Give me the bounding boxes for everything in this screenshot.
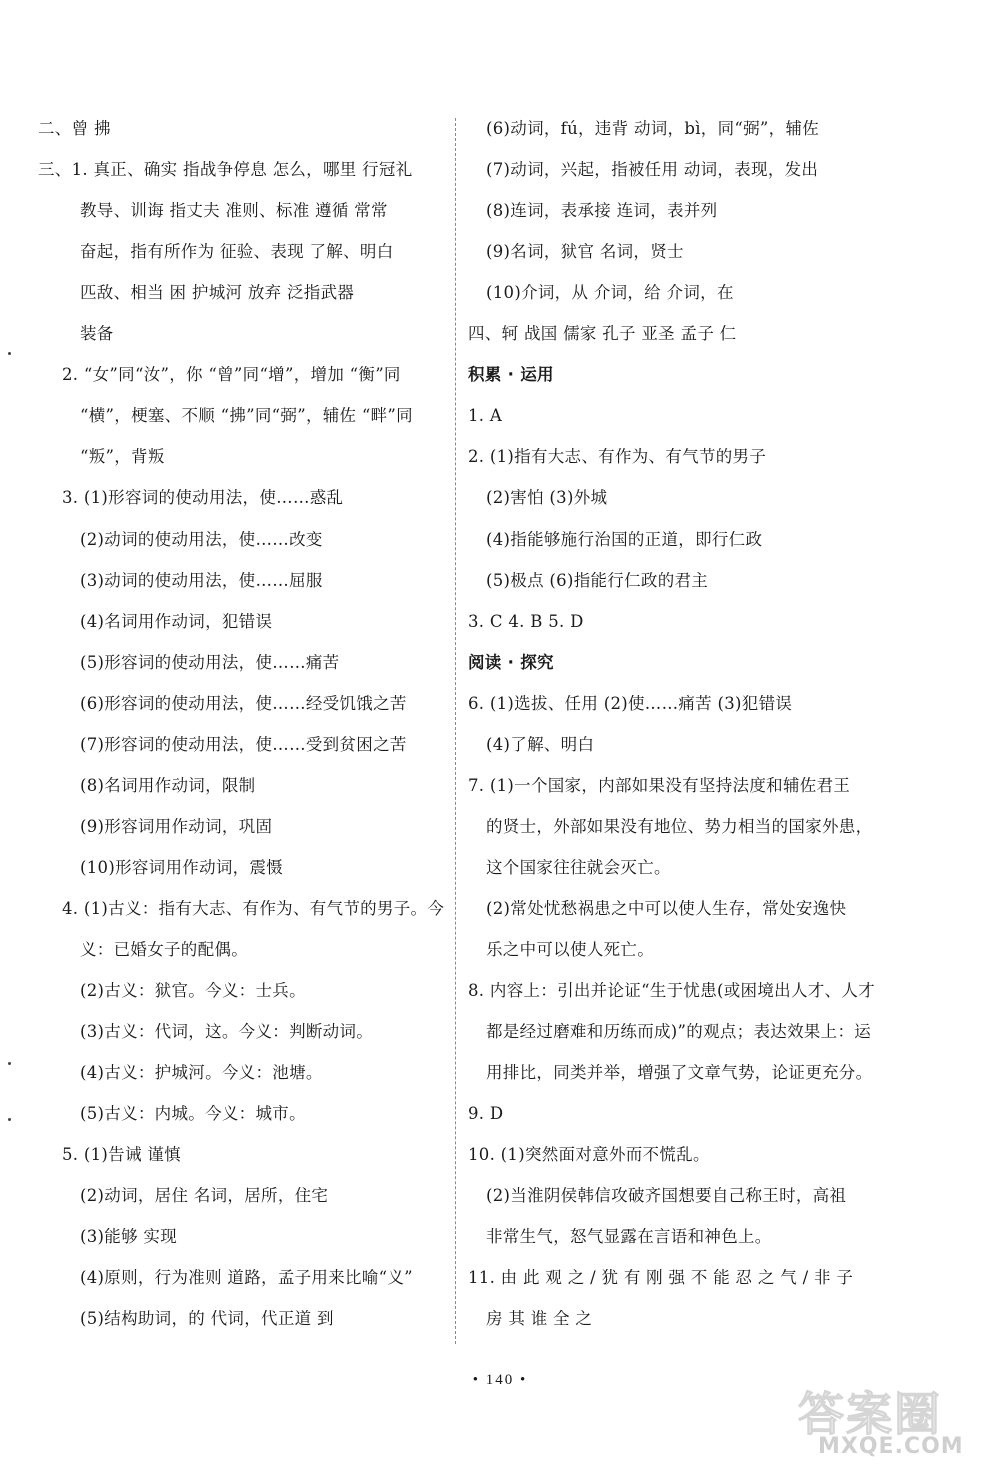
answer-line: (5)形容词的使动用法，使……痛苦 — [80, 652, 340, 672]
answer-line: (5)极点 (6)指能行仁政的君主 — [486, 570, 709, 590]
answer-line: (7)形容词的使动用法，使……受到贫困之苦 — [80, 734, 407, 754]
answer-line: (2)常处忧愁祸患之中可以使人生存，常处安逸快 — [486, 898, 847, 918]
section-heading: 阅读 · 探究 — [468, 652, 554, 672]
scan-speck — [8, 352, 11, 355]
answer-line: 四、轲 战国 儒家 孔子 亚圣 孟子 仁 — [468, 324, 737, 344]
answer-line: 义：已婚女子的配偶。 — [80, 940, 248, 959]
answer-line: 非常生气，怒气显露在言语和神色上。 — [486, 1227, 772, 1247]
answer-line: (3)动词的使动用法，使……屈服 — [80, 570, 323, 590]
scan-speck — [8, 1118, 11, 1121]
answer-line: 2. “女”同“汝”，你 “曾”同“增”，增加 “衡”同 — [62, 365, 401, 385]
answer-line: 乐之中可以使人死亡。 — [486, 940, 654, 959]
answer-line: (4)指能够施行治国的正道，即行仁政 — [486, 529, 763, 549]
section-heading: 积累 · 运用 — [468, 365, 554, 385]
answer-line: 4. (1)古义：指有大志、有作为、有气节的男子。今 — [62, 898, 445, 918]
answer-line: (4)原则，行为准则 道路，孟子用来比喻“义” — [80, 1268, 413, 1288]
answer-line: (2)动词的使动用法，使……改变 — [80, 529, 323, 549]
answer-line: 8. 内容上：引出并论证“生于忧患(或困境出人才、人才 — [468, 981, 875, 1001]
answer-line: 3. C 4. B 5. D — [468, 611, 584, 631]
answer-line: 三、1. 真正、确实 指战争停息 怎么，哪里 行冠礼 — [38, 160, 413, 180]
answer-line: (2)当淮阴侯韩信攻破齐国想要自己称王时，高祖 — [486, 1186, 847, 1206]
answer-line: 房 其 谁 全 之 — [486, 1309, 593, 1329]
scan-speck — [8, 1062, 11, 1065]
answer-line: (4)古义：护城河。今义：池塘。 — [80, 1063, 323, 1083]
answer-line: (6)动词，fú，违背 动词，bì，同“弼”，辅佐 — [486, 119, 820, 138]
answer-line: “横”，梗塞、不顺 “拂”同“弼”，辅佐 “畔”同 — [80, 406, 413, 426]
answer-line: (6)形容词的使动用法，使……经受饥饿之苦 — [80, 693, 407, 713]
answer-line: (2)动词，居住 名词，居所，住宅 — [80, 1186, 329, 1206]
answer-line: 11. 由 此 观 之 / 犹 有 刚 强 不 能 忍 之 气 / 非 子 — [468, 1268, 854, 1288]
answer-line: 2. (1)指有大志、有作为、有气节的男子 — [468, 447, 767, 467]
answer-line: (7)动词，兴起，指被任用 动词，表现，发出 — [486, 160, 819, 180]
answer-line: (2)古义：狱官。今义：士兵。 — [80, 981, 306, 1001]
answer-line: 10. (1)突然面对意外而不慌乱。 — [468, 1145, 710, 1165]
answer-line: 7. (1)一个国家，内部如果没有坚持法度和辅佐君王 — [468, 775, 851, 795]
answer-line: (3)能够 实现 — [80, 1227, 178, 1247]
answer-line: 5. (1)告诫 谨慎 — [62, 1145, 181, 1165]
answer-line: (9)名词，狱官 名词，贤士 — [486, 242, 684, 262]
answer-line: 教导、训诲 指丈夫 准则、标准 遵循 常常 — [80, 201, 388, 221]
answer-line: 这个国家往往就会灭亡。 — [486, 857, 671, 877]
answer-line: (9)形容词用作动词，巩固 — [80, 816, 273, 836]
answer-line: 9. D — [468, 1104, 504, 1124]
answer-line: (10)形容词用作动词，震慑 — [80, 857, 284, 877]
answer-line: (10)介词，从 介词，给 介词，在 — [486, 283, 734, 303]
answer-line: 6. (1)选拔、任用 (2)使……痛苦 (3)犯错误 — [468, 693, 793, 713]
answer-line: 都是经过磨难和历练而成)”的观点；表达效果上：运 — [486, 1022, 872, 1042]
column-divider — [455, 118, 457, 1344]
answer-line: (8)名词用作动词，限制 — [80, 775, 256, 795]
answer-line: 用排比，同类并举，增强了文章气势，论证更充分。 — [486, 1063, 873, 1083]
answer-line: (4)名词用作动词，犯错误 — [80, 611, 273, 631]
answer-line: “叛”，背叛 — [80, 447, 165, 467]
answer-line: (3)古义：代词，这。今义：判断动词。 — [80, 1022, 374, 1042]
answer-line: 1. A — [468, 406, 503, 426]
page-number: • 140 • — [472, 1372, 528, 1388]
answer-line: 奋起，指有所作为 征验、表现 了解、明白 — [80, 242, 394, 262]
watermark-logo — [798, 1378, 988, 1463]
answer-line: (8)连词，表承接 连词，表并列 — [486, 201, 718, 221]
answer-line: 3. (1)形容词的使动用法，使……惑乱 — [62, 488, 344, 508]
answer-line: 装备 — [80, 324, 114, 344]
answer-line: (5)结构助词，的 代词，代正道 到 — [80, 1309, 334, 1329]
answer-line: 匹敌、相当 困 护城河 放弃 泛指武器 — [80, 283, 355, 303]
watermark-url: MXQE.COM — [818, 1434, 964, 1459]
answer-line: (2)害怕 (3)外城 — [486, 488, 608, 508]
answer-line: 二、曾 拂 — [38, 119, 111, 138]
watermark-text: 答案圈 — [798, 1387, 942, 1441]
answer-line: 的贤士，外部如果没有地位、势力相当的国家外患， — [486, 816, 873, 836]
answer-line: (5)古义：内城。今义：城市。 — [80, 1104, 306, 1124]
answer-line: (4)了解、明白 — [486, 734, 595, 754]
